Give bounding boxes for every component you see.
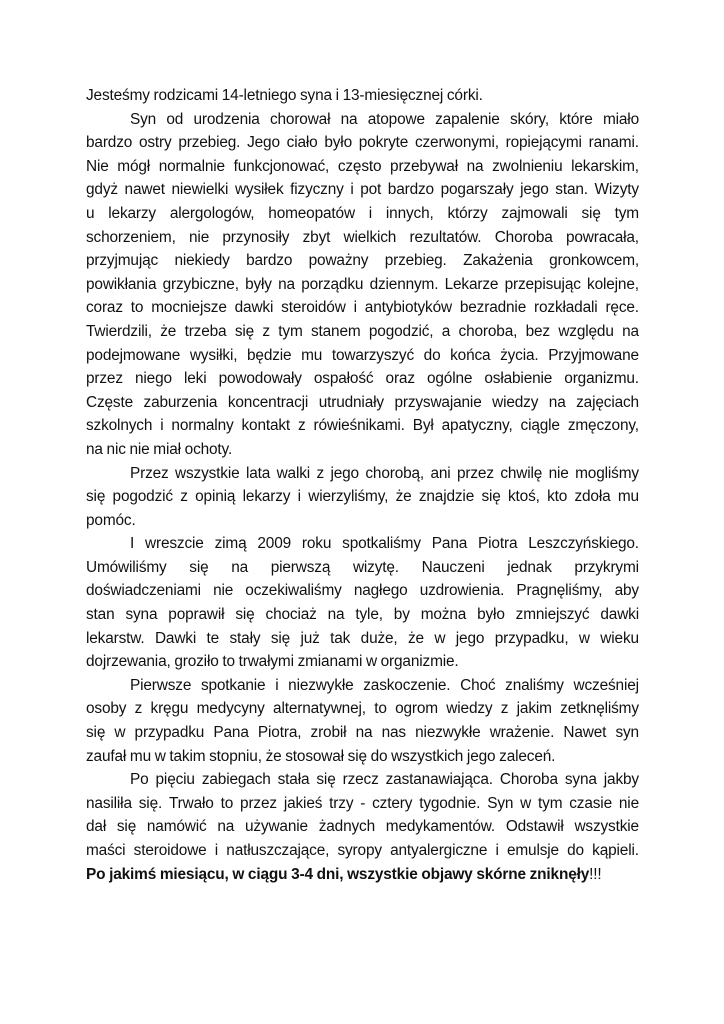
text-line: przez niego leki powodowały ospałość oraz ogólne osłabienie organizmu.	[86, 370, 639, 388]
text-line: stan syna poprawił się chociaż na tyle, by można było zmniejszyć dawki	[86, 606, 639, 624]
text-line: coraz to mocniejsze dawki steroidów i antybiotyków bezradnie rozkładali ręce.	[86, 299, 639, 317]
exclamation-tail: !!!	[589, 865, 602, 883]
text-line: pomóc.	[86, 511, 136, 529]
text-line: nasiliła się. Trwało to przez jakieś trzy - cztery tygodnie. Syn w tym czasie nie	[86, 794, 639, 812]
text-line: doświadczeniami nie oczekiwaliśmy nagłego uzdrowienia. Pragnęliśmy, aby	[86, 582, 639, 600]
text-line: Częste zaburzenia koncentracji utrudniały przyswajanie wiedzy na zajęciach	[86, 393, 639, 411]
document-page	[86, 84, 639, 886]
text-line: maści steroidowe i natłuszczające, syropy antyalergiczne i emulsje do kąpieli.	[86, 842, 639, 859]
conclusion-bold-text: Po jakimś miesiącu, w ciągu 3-4 dni, wszystkie objawy skórne zniknęły	[86, 865, 590, 883]
text-line: Syn od urodzenia chorował na atopowe zapalenie skóry, które miało	[130, 110, 639, 128]
text-line: Pierwsze spotkanie i niezwykłe zaskoczenie. Choć znaliśmy wcześniej	[130, 676, 639, 694]
paragraph-6	[86, 768, 639, 886]
text-line: szkolnych i normalny kontakt z rówieśnikami. Był apatyczny, ciągle zmęczony,	[86, 417, 639, 435]
paragraph-3	[86, 462, 639, 533]
text-line: na nic nie miał ochoty.	[86, 440, 233, 458]
text-line: gdyż nawet niewielki wysiłek fizyczny i pot bardzo pogarszały jego stan. Wizyty	[86, 181, 639, 199]
text-line: podejmowane wysiłki, będzie mu towarzyszyć do końca życia. Przyjmowane	[86, 346, 639, 364]
paragraph-2	[86, 108, 639, 462]
paragraph-4	[86, 532, 639, 674]
text-line: przyjmując niekiedy bardzo poważny przebieg. Zakażenia gronkowcem,	[86, 252, 639, 270]
text-line: Jesteśmy rodzicami 14-letniego syna i 13-miesięcznej córki.	[86, 87, 483, 104]
text-line: lekarstw. Dawki te stały się już tak duże, że w jego przypadku, w wieku	[86, 629, 639, 647]
text-line: zaufał mu w takim stopniu, że stosował się do wszystkich jego zaleceń.	[86, 747, 556, 765]
paragraph-1	[86, 84, 639, 108]
text-line: I wreszcie zimą 2009 roku spotkaliśmy Pana Piotra Leszczyńskiego.	[130, 535, 639, 553]
text-line: się w przypadku Pana Piotra, zrobił na nas niezwykłe wrażenie. Nawet syn	[86, 724, 639, 742]
text-line: się pogodzić z opinią lekarzy i wierzyliśmy, że znajdzie się ktoś, kto zdoła mu	[86, 488, 639, 506]
text-line: Po pięciu zabiegach stała się rzecz zastanawiająca. Choroba syna jakby	[130, 771, 639, 789]
text-line: Nie mógł normalnie funkcjonować, często przebywał na zwolnieniu lekarskim,	[86, 157, 639, 175]
text-line: Umówiliśmy się na pierwszą wizytę. Nauczeni jednak przykrymi	[86, 558, 639, 576]
text-line: bardzo ostry przebieg. Jego ciało było pokryte czerwonymi, ropiejącymi ranami.	[86, 134, 639, 152]
text-line: powikłania grzybiczne, były na porządku dziennym. Lekarze przepisując kolejne,	[86, 275, 639, 293]
text-line: Przez wszystkie lata walki z jego chorobą, ani przez chwilę nie mogliśmy	[130, 464, 639, 482]
text-line: dojrzewania, groziło to trwałymi zmianami w organizmie.	[86, 653, 459, 671]
conclusion-line	[86, 863, 639, 887]
text-line: dał się namówić na używanie żadnych medykamentów. Odstawił wszystkie	[86, 818, 639, 836]
text-line: Twierdzili, że trzeba się z tym stanem pogodzić, a choroba, bez względu na	[86, 322, 639, 340]
text-line: schorzeniem, nie przynosiły zbyt wielkich rezultatów. Choroba powracała,	[86, 228, 639, 246]
paragraph-5	[86, 674, 639, 768]
text-line: u lekarzy alergologów, homeopatów i innych, którzy zajmowali się tym	[86, 204, 639, 222]
text-line: osoby z kręgu medycyny alternatywnej, to ogrom wiedzy z jakim zetknęliśmy	[86, 700, 639, 718]
